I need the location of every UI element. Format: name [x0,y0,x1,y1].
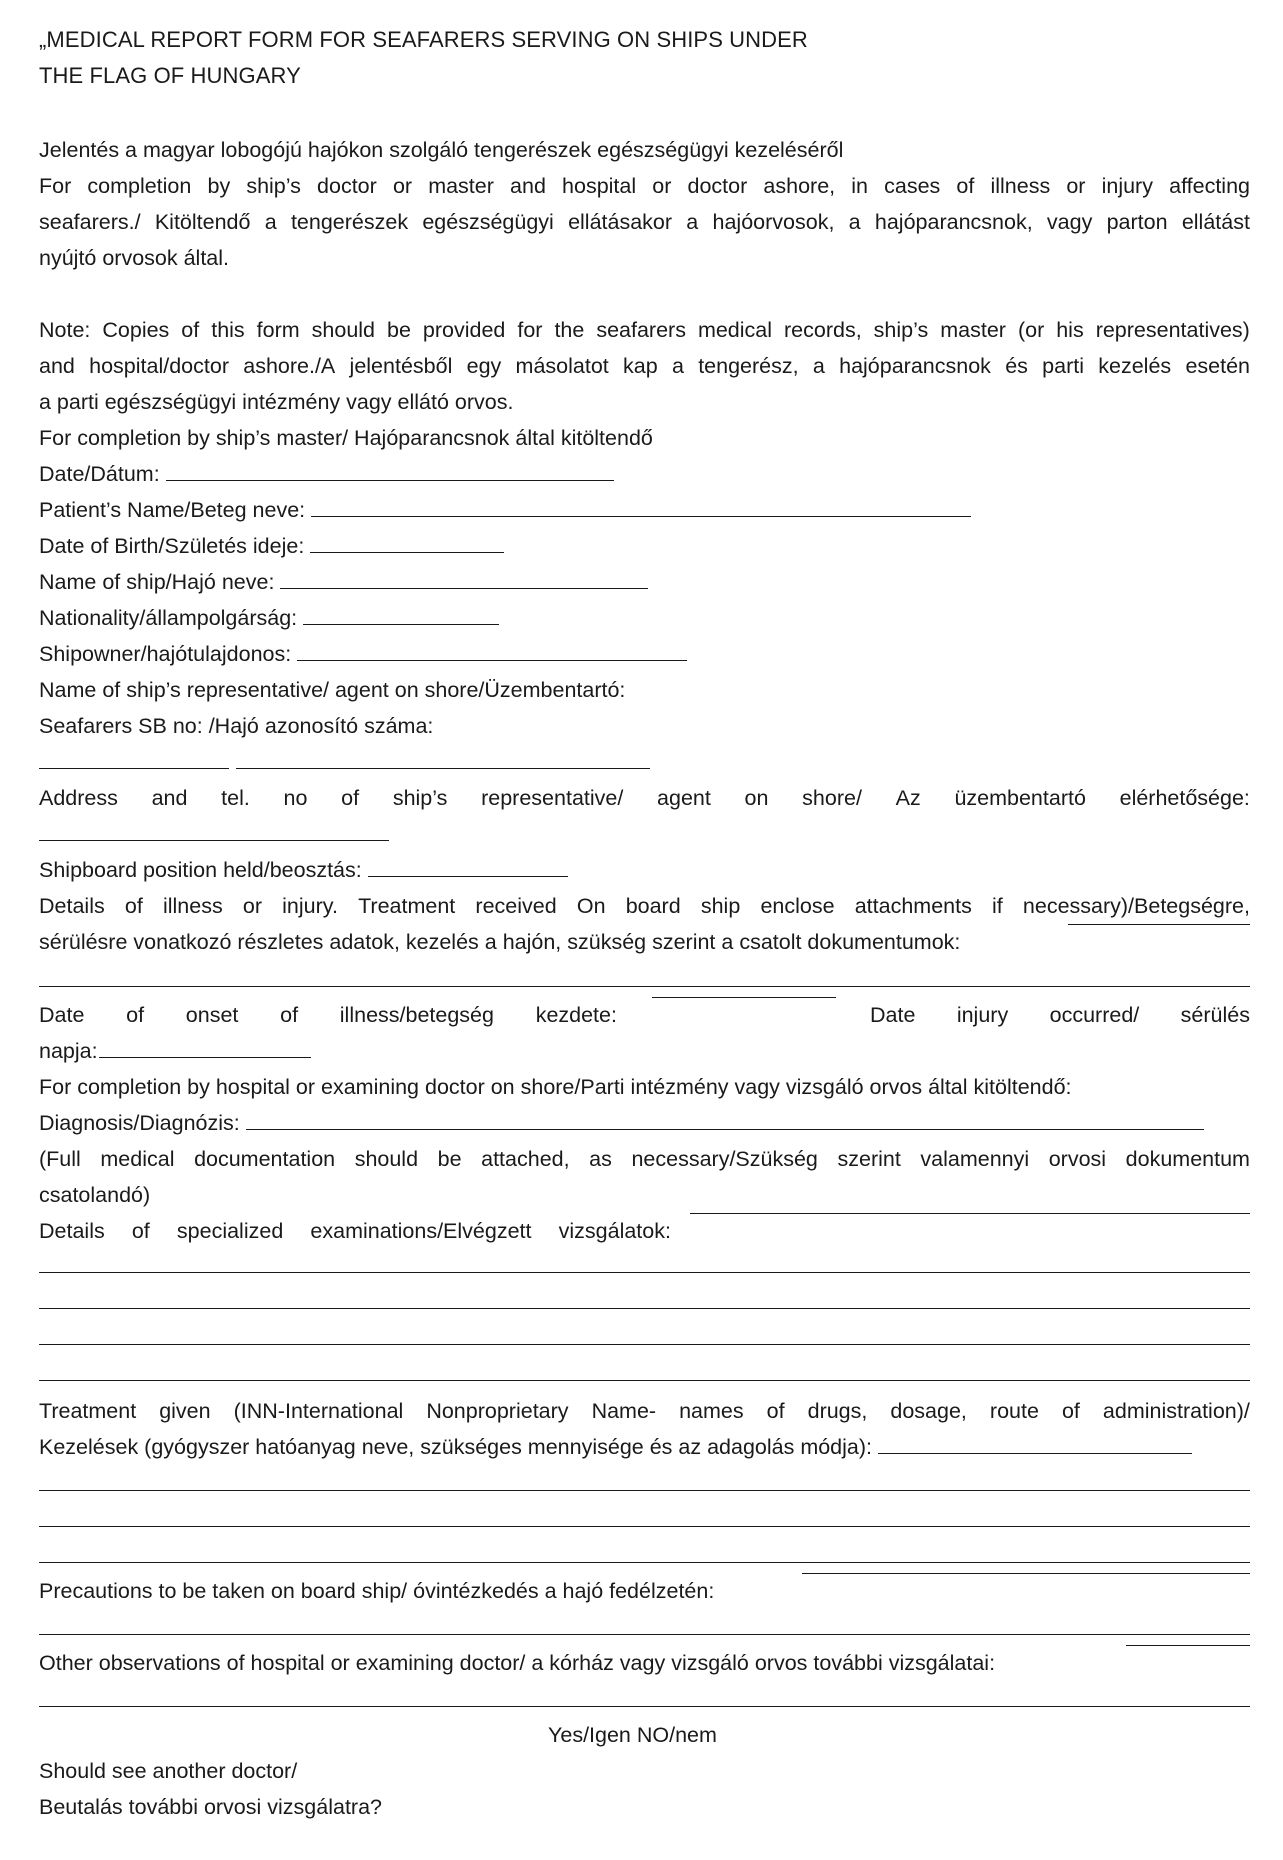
word: medical [697,318,773,342]
word: in [851,174,868,198]
word: illness [990,174,1051,198]
word: parti [1042,354,1084,378]
another-doctor-line2: Beutalás további orvosi vizsgálatra? [39,1795,382,1819]
word: dosage, [890,1399,967,1423]
note-line2 [39,348,1250,384]
exams-label [39,1213,671,1249]
word: of [766,1399,785,1423]
full-doc-line2: csatolandó) [39,1183,151,1207]
word: hajóorvosok, [712,210,835,234]
word: parton [1106,210,1168,234]
word: seafarers./ [39,210,141,234]
word: a [264,210,277,234]
word: Details [39,1219,105,1243]
full-doc-line1 [39,1141,1250,1177]
word: egy [466,354,502,378]
word: jelentésből [349,354,453,378]
word: Copies [102,318,170,342]
details-line1 [39,888,1250,924]
word: received [475,894,557,918]
word: (or [1017,318,1045,342]
master-section-heading: For completion by ship’s master/ Hajóparancsnok által kitöltendő [39,426,653,450]
word: Date [39,1003,85,1027]
word: of [124,894,143,918]
onset-line1 [39,997,1250,1033]
word: vagy [1046,210,1093,234]
precautions-label: Precautions to be taken on board ship/ óvintézkedés a hajó fedélzetén: [39,1579,715,1603]
word: of [341,786,360,810]
word: medical [100,1147,175,1171]
note-line3: a parti egészségügyi intézmény vagy ellátó orvos. [39,390,514,414]
word: onset [185,1003,239,1027]
precautions-field-line2[interactable] [39,1634,1250,1635]
word: esetén [1185,354,1250,378]
word: kap [623,354,658,378]
word: route [989,1399,1039,1423]
word: of [126,1003,145,1027]
word: kezdete: [535,1003,617,1027]
word: of [181,318,200,342]
word: for [517,318,543,342]
address-field[interactable] [39,840,389,841]
shipowner-field[interactable] [297,660,687,661]
word: examinations/Elvégzett [310,1219,532,1243]
treatment-line2-row [39,1429,1192,1465]
patient-name-label: Patient’s Name/Beteg neve: [39,498,306,522]
word: ellátásakor [568,210,673,234]
sb-no-field-part1[interactable] [39,768,229,769]
word: representatives) [1095,318,1250,342]
word: specialized [176,1219,284,1243]
nationality-label: Nationality/állampolgárság: [39,606,298,630]
details-field-extra-line[interactable] [39,986,1250,987]
word: sérülés [1180,1003,1250,1027]
word: on [744,786,769,810]
observations-field[interactable] [1126,1645,1250,1646]
word: (Full [39,1147,81,1171]
exams-field[interactable] [690,1213,1250,1214]
word: by [207,174,231,198]
word: as [589,1147,612,1171]
treatment-field[interactable] [878,1453,1192,1454]
word: occurred/ [1049,1003,1140,1027]
word: tel. [221,786,250,810]
word: and [151,786,188,810]
details-line2-label: sérülésre vonatkozó részletes adatok, kezelés a hajón, szükség szerint a csatolt dokumentumok: [39,930,961,954]
word: Treatment [39,1399,137,1423]
form-title-line2: THE FLAG OF HUNGARY [39,63,301,88]
word: kezelés [1098,354,1172,378]
treatment-field-line4[interactable] [39,1562,1250,1563]
word: Details [39,894,105,918]
word: necessary/Szükség [631,1147,818,1171]
word: tengerészek [290,210,409,234]
representative-label: Name of ship’s representative/ agent on shore/Üzembentartó: [39,678,626,702]
word: no [283,786,308,810]
details-field[interactable] [1068,924,1250,925]
observations-row [39,1645,1250,1681]
word: names [679,1399,744,1423]
birth-date-row [39,528,504,564]
word: (INN-International [233,1399,404,1423]
word: enclose [760,894,835,918]
treatment-label: Kezelések (gyógyszer hatóanyag neve, szükséges mennyisége és az adagolás módja): [39,1435,873,1459]
sb-no-label: Seafarers SB no: /Hajó azonosító száma: [39,714,434,738]
treatment-field-line2[interactable] [39,1490,1250,1491]
word: completion [87,174,192,198]
completion-line3: nyújtó orvosok által. [39,246,230,270]
word: be [387,318,411,342]
position-field[interactable] [368,876,568,877]
shipowner-label: Shipowner/hajótulajdonos: [39,642,292,666]
word: or [652,174,672,198]
word: doctor [317,174,377,198]
word: és [1005,354,1028,378]
onset-illness-label [39,997,617,1033]
injury-date-label-cont: napja: [39,1039,98,1063]
word: if [992,894,1003,918]
word: Note: [39,318,91,342]
word: ellátást [1181,210,1250,234]
word: be [437,1147,462,1171]
word: egészségügyi [422,210,554,234]
word: necessary)/Betegségre, [1022,894,1250,918]
word: seafarers [596,318,686,342]
word: should [354,1147,419,1171]
injury-date-label [870,997,1250,1033]
word: Az [895,786,921,810]
word: representative/ [481,786,624,810]
exams-field-line3[interactable] [39,1308,1250,1309]
word: ship [700,894,741,918]
word: Kitöltendő [154,210,251,234]
date-field-row [39,456,614,492]
onset-illness-field[interactable] [652,997,836,998]
word: ashore./A [243,354,336,378]
word: attachments [854,894,972,918]
word: Name- [591,1399,657,1423]
word: and [39,354,75,378]
diagnosis-label: Diagnosis/Diagnózis: [39,1111,240,1135]
hungarian-title: Jelentés a magyar lobogójú hajókon szolgáló tengerészek egészségügyi kezeléséről [39,138,844,162]
word: For [39,174,72,198]
note-line1 [39,312,1250,348]
word: hospital/doctor [89,354,229,378]
observations-label: Other observations of hospital or examining doctor/ a kórház vagy vizsgáló orvos további vizsgálatai: [39,1651,996,1675]
word: administration)/ [1102,1399,1250,1423]
word: or [392,174,413,198]
exams-row [39,1213,1250,1249]
word: dokumentum [1125,1147,1250,1171]
word: should [311,318,376,342]
word: shore/ [802,786,862,810]
word: tengerész, [698,354,799,378]
word: board [625,894,681,918]
word: ship’s [392,786,448,810]
birth-date-field[interactable] [310,552,504,553]
word: a [671,354,684,378]
precautions-row [39,1573,1250,1609]
injury-date-field[interactable] [99,1057,311,1058]
diagnosis-field[interactable] [246,1129,1204,1130]
nationality-field[interactable] [303,624,499,625]
word: provided [422,318,506,342]
word: vizsgálatok: [558,1219,671,1243]
treatment-field-line3[interactable] [39,1526,1250,1527]
word: of [280,1003,299,1027]
another-doctor-line1: Should see another doctor/ [39,1759,298,1783]
word: Nonproprietary [426,1399,569,1423]
diagnosis-row [39,1105,1204,1141]
word: master [940,318,1006,342]
word: affecting [1169,174,1250,198]
position-label: Shipboard position held/beosztás: [39,858,362,882]
ship-name-row [39,564,648,600]
position-row [39,852,568,888]
word: üzembentartó [954,786,1086,810]
word: illness [162,894,223,918]
patient-name-field[interactable] [311,516,971,517]
word: ashore, [763,174,836,198]
word: or [242,894,262,918]
form-title-line1: „MEDICAL REPORT FORM FOR SEAFARERS SERVING ON SHIPS UNDER [39,27,808,52]
word: of [131,1219,150,1243]
word: cases [884,174,941,198]
shore-section-heading: For completion by hospital or examining doctor on shore/Parti intézmény vagy vizsgáló orvos által kitöltendő: [39,1075,1072,1099]
exams-field-line2[interactable] [39,1272,1250,1273]
word: hajóparancsnok [839,354,991,378]
word: injury [1101,174,1153,198]
date-field[interactable] [166,480,614,481]
word: his [1056,318,1084,342]
word: Treatment [358,894,456,918]
completion-line1 [39,168,1250,204]
yes-no-header: Yes/Igen NO/nem [548,1723,717,1747]
date-label: Date/Dátum: [39,462,160,486]
word: or [1066,174,1086,198]
word: this [211,318,245,342]
word: form [256,318,300,342]
word: master [428,174,494,198]
word: elérhetősége: [1119,786,1250,810]
treatment-line1 [39,1393,1250,1429]
exams-field-line5[interactable] [39,1380,1250,1381]
word: drugs, [807,1399,868,1423]
word: records, [784,318,862,342]
word: injury [956,1003,1009,1027]
word: illness/betegség [339,1003,494,1027]
nationality-row [39,600,499,636]
ship-name-field[interactable] [280,588,648,589]
observations-field-line2[interactable] [39,1706,1250,1707]
word: Address [39,786,118,810]
word: a [812,354,825,378]
birth-date-label: Date of Birth/Születés ideje: [39,534,305,558]
word: documentation [194,1147,336,1171]
details-line2-row [39,924,1250,960]
word: and [510,174,546,198]
exams-field-line4[interactable] [39,1344,1250,1345]
word: másolatot [515,354,609,378]
word: of [956,174,975,198]
patient-name-row [39,492,971,528]
word: agent [657,786,711,810]
word: hajóparancsnok, [874,210,1033,234]
word: of [1061,1399,1080,1423]
word: ship’s [873,318,929,342]
word: Date [870,1003,916,1027]
ship-name-label: Name of ship/Hajó neve: [39,570,275,594]
onset-line2-row [39,1033,311,1069]
word: given [159,1399,211,1423]
sb-no-field-part2[interactable] [236,768,650,769]
word: ship’s [246,174,301,198]
word: valamennyi [920,1147,1030,1171]
word: a [686,210,699,234]
completion-line2 [39,204,1250,240]
word: hospital [562,174,637,198]
shipowner-row [39,636,687,672]
word: injury. [282,894,338,918]
word: orvosi [1048,1147,1107,1171]
word: attached, [481,1147,570,1171]
precautions-field[interactable] [802,1573,1250,1574]
word: On [576,894,606,918]
word: szerint [837,1147,901,1171]
word: the [554,318,585,342]
word: doctor [687,174,748,198]
address-line [39,780,1250,816]
word: a [848,210,861,234]
